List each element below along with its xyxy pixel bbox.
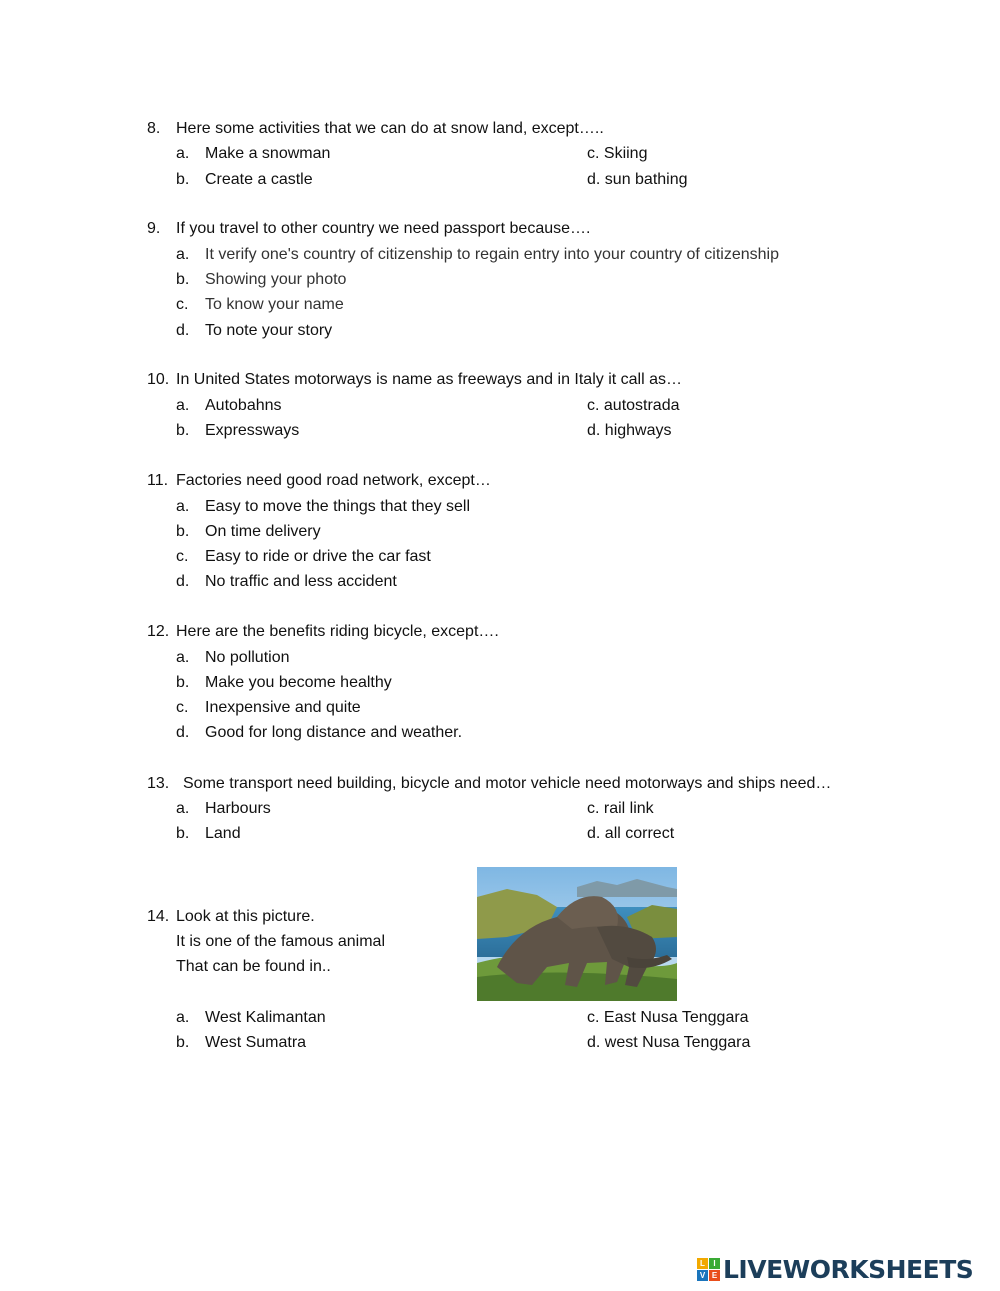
option-a[interactable]: It verify one's country of citizenship to regain entry into your country of citizenship <box>205 246 779 263</box>
option-b[interactable]: Expressways <box>205 422 300 439</box>
option-b[interactable]: West Sumatra <box>205 1034 307 1051</box>
option-c[interactable]: c. rail link <box>587 800 654 817</box>
option-b[interactable]: Land <box>205 825 241 842</box>
option-b[interactable]: Make you become healthy <box>205 674 392 691</box>
option-letter: a. <box>176 800 190 817</box>
liveworksheets-logo[interactable] <box>697 1254 973 1284</box>
logo-block-i: I <box>709 1258 720 1269</box>
question-text-line-3: That can be found in.. <box>176 958 331 975</box>
option-c[interactable]: Inexpensive and quite <box>205 699 361 716</box>
option-c[interactable]: To know your name <box>205 296 344 313</box>
option-d[interactable]: No traffic and less accident <box>205 573 397 590</box>
question-number: 8. <box>147 120 161 137</box>
option-b[interactable]: Showing your photo <box>205 271 347 288</box>
question-number: 14. <box>147 908 170 925</box>
option-c[interactable]: c. autostrada <box>587 397 680 414</box>
option-a[interactable]: Harbours <box>205 800 271 817</box>
question-number: 9. <box>147 220 161 237</box>
option-b[interactable]: Create a castle <box>205 171 313 188</box>
logo-block-l: L <box>697 1258 708 1269</box>
question-text: Here some activities that we can do at snow land, except….. <box>176 120 604 137</box>
option-a[interactable]: Easy to move the things that they sell <box>205 498 471 515</box>
question-number: 11. <box>147 472 169 489</box>
option-letter: b. <box>176 1034 190 1051</box>
question-text: Look at this picture. <box>176 908 315 925</box>
question-text: If you travel to other country we need passport because…. <box>176 220 591 237</box>
question-number: 12. <box>147 623 170 640</box>
option-c[interactable]: Easy to ride or drive the car fast <box>205 548 431 565</box>
option-letter: b. <box>176 674 190 691</box>
option-letter: b. <box>176 825 190 842</box>
question-number: 13. <box>147 775 170 792</box>
option-letter: c. <box>176 548 189 565</box>
option-d[interactable]: Good for long distance and weather. <box>205 724 463 741</box>
option-d[interactable]: d. all correct <box>587 825 675 842</box>
option-letter: a. <box>176 145 190 162</box>
option-letter: d. <box>176 724 190 741</box>
question-text: In United States motorways is name as freeways and in Italy it call as… <box>176 371 682 388</box>
option-letter: c. <box>176 296 189 313</box>
option-letter: b. <box>176 271 190 288</box>
question-text-line-2: It is one of the famous animal <box>176 933 385 950</box>
option-c[interactable]: c. Skiing <box>587 145 648 162</box>
question-text: Here are the benefits riding bicycle, except…. <box>176 623 499 640</box>
option-letter: b. <box>176 422 190 439</box>
question-text: Factories need good road network, except… <box>176 472 491 489</box>
option-a[interactable]: Make a snowman <box>205 145 331 162</box>
option-letter: a. <box>176 498 190 515</box>
option-letter: a. <box>176 397 190 414</box>
question-number: 10. <box>147 371 170 388</box>
option-a[interactable]: Autobahns <box>205 397 282 414</box>
option-letter: a. <box>176 1009 190 1026</box>
option-letter: a. <box>176 649 190 666</box>
logo-text: LIVEWORKSHEETS <box>723 1254 974 1284</box>
option-a[interactable]: West Kalimantan <box>205 1009 326 1026</box>
option-letter: b. <box>176 523 190 540</box>
option-letter: b. <box>176 171 190 188</box>
option-d[interactable]: d. highways <box>587 422 672 439</box>
question-text: Some transport need building, bicycle and motor vehicle need motorways and ships need… <box>183 775 832 792</box>
option-c[interactable]: c. East Nusa Tenggara <box>587 1009 749 1026</box>
option-b[interactable]: On time delivery <box>205 523 321 540</box>
option-letter: d. <box>176 322 190 339</box>
logo-block-e: E <box>709 1270 720 1281</box>
logo-blocks-icon <box>697 1258 720 1281</box>
option-letter: d. <box>176 573 190 590</box>
option-d[interactable]: To note your story <box>205 322 333 339</box>
option-letter: a. <box>176 246 190 263</box>
komodo-dragon-photo <box>477 867 677 1001</box>
option-letter: c. <box>176 699 189 716</box>
logo-block-v: V <box>697 1270 708 1281</box>
option-d[interactable]: d. sun bathing <box>587 171 688 188</box>
option-a[interactable]: No pollution <box>205 649 290 666</box>
option-d[interactable]: d. west Nusa Tenggara <box>587 1034 751 1051</box>
